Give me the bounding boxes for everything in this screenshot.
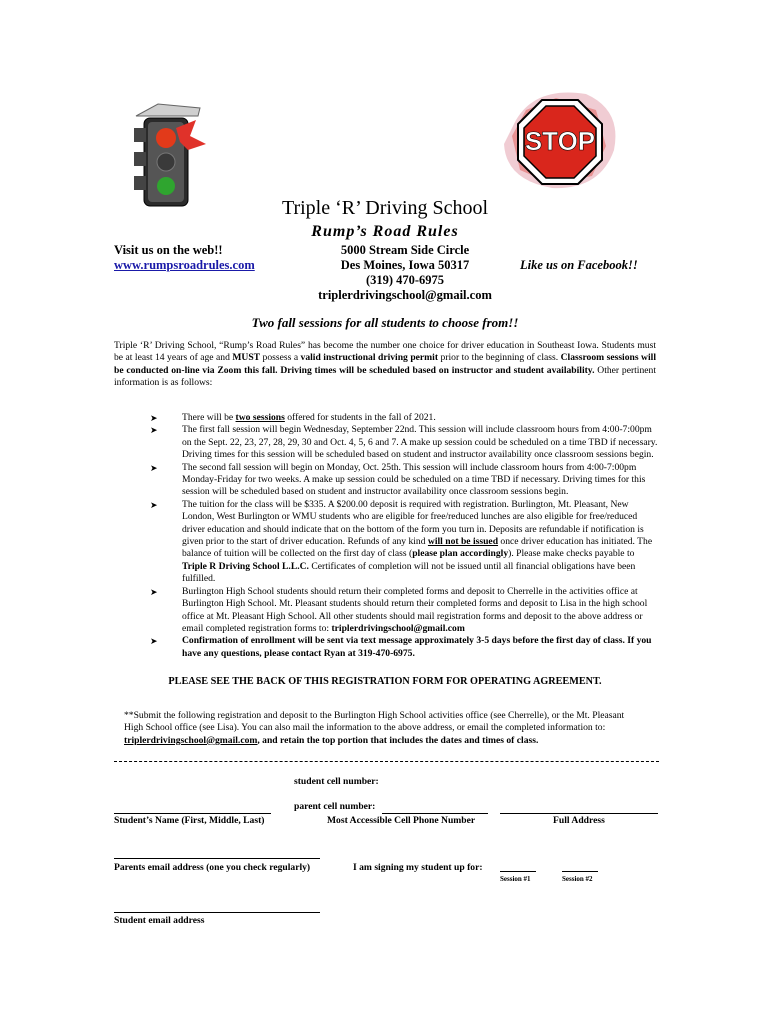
list-item: ➤ The tuition for the class will be $335. A $200.00 deposit is required with registration. Burlington, Mt. Pleasant, New London, West Burlington or WMU students who are eligible for free/reduced lunches are also eligible for free/reduced driver education and should indicate that on the bottom of the form you turn in. Deposits are refundable if notification is given prior to the start of driver education. Refunds of any kind will not be issued once driver education has initiated. The balance of tuition will be collected on the first day of class (please plan accordingly). Please make checks payable to Triple R Driving School L.L.C. Certificates of completion will not be issued until all financial obligations have been fulfilled. (150, 498, 653, 585)
school-subtitle: Rump’s Road Rules (311, 223, 459, 240)
intro-text-3: prior to the beginning of class. (438, 352, 561, 364)
please-see-notice: PLEASE SEE THE BACK OF THIS REGISTRATION FORM FOR OPERATING AGREEMENT. (168, 676, 602, 687)
address-block (300, 243, 510, 303)
intro-must: MUST (232, 352, 261, 364)
most-accessible-label: Most Accessible Cell Phone Number (327, 815, 476, 826)
intro-permit: valid instructional driving permit (300, 352, 439, 364)
submit-tail: , and retain the top portion that includes the dates and times of class. (257, 734, 539, 746)
stop-sign-icon (496, 80, 624, 198)
parents-email-label: Parents email address (one you check regularly) (114, 862, 311, 873)
list-item: ➤ There will be two sessions offered for students in the fall of 2021. (150, 412, 436, 423)
session-2-label: Session #2 (562, 875, 593, 883)
full-address-field[interactable] (500, 813, 658, 814)
session-1-label: Session #1 (500, 875, 531, 883)
confirmation-notice: Confirmation of enrollment will be sent via text message approximately 3-5 days before the first day of class. If you have any questions, please contact Ryan at 319-470-6975. (182, 635, 652, 659)
payee-name: Triple R Driving School L.L.C. (182, 560, 309, 572)
signing-up-label: I am signing my student up for: (353, 862, 483, 873)
email-address: triplerdrivingschool@gmail.com (318, 288, 492, 302)
intro-text-2: possess a (260, 352, 301, 364)
website-link[interactable]: www.rumpsroadrules.com (114, 258, 255, 272)
submit-email: triplerdrivingschool@gmail.com (124, 734, 258, 746)
city-state-zip: Des Moines, Iowa 50317 (340, 258, 470, 272)
session-2-field[interactable] (562, 871, 598, 872)
list-item: ➤ Burlington High School students should return their completed forms and deposit to Cherrelle in the activities office at Burlington High School. Mt. Pleasant students should return their completed forms and deposit to Lisa in the high school office at Mt. Pleasant High School. All other students should mail registration forms and deposit to the above address or email completed registration forms to: triplerdrivingschool@gmail.com (150, 585, 648, 634)
phone-number: (319) 470-6975 (365, 273, 445, 287)
sessions-heading: Two fall sessions for all students to choose from!! (251, 315, 519, 330)
refund-notice: will not be issued (427, 536, 499, 548)
intro-classroom: Classroom sessions will be conducted on-line via Zoom this fall. Driving times will be scheduled based on instructor and student availability. (114, 352, 656, 376)
plan-accordingly: please plan accordingly (412, 548, 509, 560)
arrow-bullet-icon: ➤ (150, 636, 158, 647)
arrow-bullet-icon: ➤ (150, 499, 158, 510)
full-address-label: Full Address (553, 815, 605, 826)
student-name-label: Student’s Name (First, Middle, Last) (114, 815, 265, 826)
arrow-bullet-icon: ➤ (150, 586, 158, 597)
intro-paragraph (114, 340, 656, 390)
session-1-field[interactable] (500, 871, 536, 872)
info-list (150, 412, 658, 660)
bullet-email: triplerdrivingschool@gmail.com (331, 622, 465, 634)
svg-text:STOP: STOP (524, 126, 596, 156)
arrow-bullet-icon: ➤ (150, 462, 158, 473)
student-email-label: Student email address (114, 915, 205, 926)
list-item: ➤ The first fall session will begin Wednesday, September 22nd. This session will include classroom hours from 4:00-7:00pm on the Sept. 22, 23, 27, 28, 29, 30 and Oct. 4, 5, 6 and 7. A make up session could be scheduled on a time TBD if necessary. Driving times for this session will be scheduled based on student and instructor availability once classroom sessions begin. (150, 424, 658, 461)
cut-line (114, 761, 659, 762)
list-item: ➤ The second fall session will begin on Monday, Oct. 25th. This session will include classroom hours from 4:00-7:00pm Monday-Friday for two weeks. A make up session could be scheduled on a time TBD if necessary. Driving times for this session will be scheduled based on student and instructor availability once classroom sessions begin. (150, 461, 646, 498)
parent-cell-field[interactable] (382, 813, 488, 814)
web-label: Visit us on the web!! (114, 243, 223, 257)
submit-instructions: **Submit the following registration and deposit to the Burlington High School activities office (see Cherrelle), or the Mt. Pleasant High School office (see Lisa). You can also mail the information to the above address, or email the completed information to: triplerdrivingschool@gmail.com, and retain the top portion that includes the dates and times of class. (124, 710, 625, 746)
student-email-field[interactable] (114, 912, 320, 913)
list-item (150, 635, 658, 660)
web-block (114, 243, 255, 273)
student-cell-label: student cell number: (294, 776, 379, 787)
facebook-label: Like us on Facebook!! (520, 258, 638, 272)
parents-email-field[interactable] (114, 858, 320, 859)
arrow-bullet-icon: ➤ (150, 425, 158, 436)
student-name-field[interactable] (114, 813, 271, 814)
street-address: 5000 Stream Side Circle (340, 243, 470, 257)
two-sessions: two sessions (235, 412, 285, 423)
arrow-bullet-icon: ➤ (150, 413, 158, 423)
traffic-light-icon (118, 98, 210, 210)
intro-text-4: Other pertinent information is as follows: (114, 364, 656, 389)
parent-cell-label: parent cell number: (294, 801, 376, 812)
intro-text-1: Triple ‘R’ Driving School, “Rump’s Road Rules” has become the number one choice for driver education in Southeast Iowa. Students must be at least 14 years of age and (114, 340, 656, 364)
school-title: Triple ‘R’ Driving School (281, 197, 489, 219)
